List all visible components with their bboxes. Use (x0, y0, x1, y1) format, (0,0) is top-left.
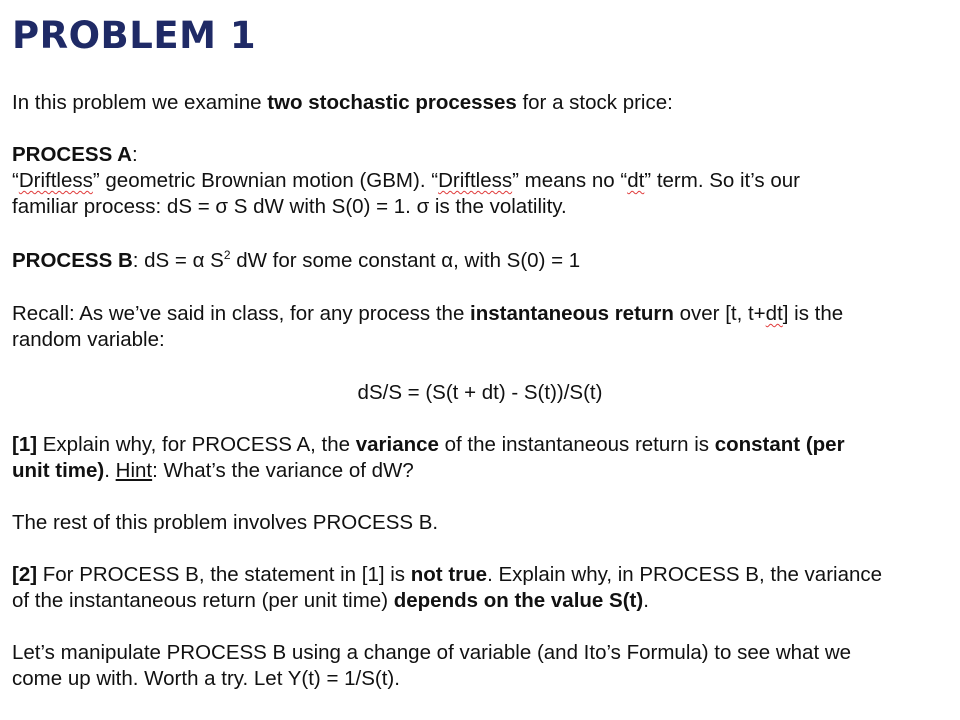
page-title: PROBLEM 1 (12, 14, 257, 57)
process-b-label: PROCESS B (12, 249, 133, 272)
recall-bold: instantaneous return (470, 302, 674, 325)
process-b-text: : dS = α S (132, 249, 224, 272)
recall-text: Recall: As we’ve said in class, for any process the (12, 302, 471, 325)
question-text: . Explain why, in PROCESS B, the variance (487, 563, 883, 586)
question-bold: constant (per (714, 433, 845, 456)
question-text: . (643, 589, 649, 612)
question-bold: not true (410, 563, 488, 586)
process-a-text: ” geometric Brownian motion (GBM). “ (92, 169, 439, 192)
quote: “ (12, 169, 19, 192)
process-a-line1 (12, 168, 952, 194)
recall-text: ] is the (782, 302, 844, 325)
process-b-line (12, 248, 952, 274)
process-a-heading (12, 142, 952, 168)
question-text: Explain why, for PROCESS A, the (37, 433, 356, 456)
process-a-text: ” means no “ (512, 169, 628, 192)
intro-text: In this problem we examine (12, 91, 268, 114)
intro-bold: two stochastic processes (267, 91, 517, 114)
recall-line1 (12, 301, 952, 327)
superscript: 2 (223, 248, 231, 262)
question-text: of the instantaneous return is (438, 433, 715, 456)
question-text: : What’s the variance of dW? (152, 459, 414, 482)
question-bold: depends on the value S(t) (393, 589, 644, 612)
intro-paragraph (12, 90, 952, 116)
process-a-line2: familiar process: dS = σ S dW with S(0) = 1. σ is the volatility. (12, 195, 567, 218)
process-a-text: ” term. So it’s our (644, 169, 800, 192)
intro-text-end: for a stock price: (516, 91, 673, 114)
process-a-colon: : (132, 143, 138, 166)
recall-text: over [t, t+ (673, 302, 766, 325)
rest-line: The rest of this problem involves PROCESS B. (12, 511, 439, 534)
question-number: [1] (12, 433, 38, 456)
closing-line2: come up with. Worth a try. Let Y(t) = 1/S(t). (12, 667, 400, 690)
spellcheck-word: dt (765, 302, 783, 325)
spellcheck-word: Driftless (438, 169, 513, 192)
question-number: [2] (12, 563, 38, 586)
question-text: For PROCESS B, the statement in [1] is (37, 563, 411, 586)
question-1-line2 (12, 458, 952, 484)
formula: dS/S = (S(t + dt) - S(t))/S(t) (357, 381, 603, 404)
hint-label: Hint (115, 459, 153, 482)
spellcheck-word: Driftless (18, 169, 93, 192)
question-bold: variance (355, 433, 439, 456)
question-bold: unit time) (12, 459, 105, 482)
question-text: . (104, 459, 116, 482)
question-1-line1 (12, 432, 952, 458)
question-2-line1 (12, 562, 952, 588)
closing-line1: Let’s manipulate PROCESS B using a change of variable (and Ito’s Formula) to see what we (12, 641, 852, 664)
process-b-text-end: dW for some constant α, with S(0) = 1 (230, 249, 581, 272)
question-2-line2 (12, 588, 952, 614)
spellcheck-word: dt (627, 169, 645, 192)
process-a-label: PROCESS A (12, 143, 132, 166)
recall-line2: random variable: (12, 328, 165, 351)
question-text: of the instantaneous return (per unit time) (12, 589, 394, 612)
